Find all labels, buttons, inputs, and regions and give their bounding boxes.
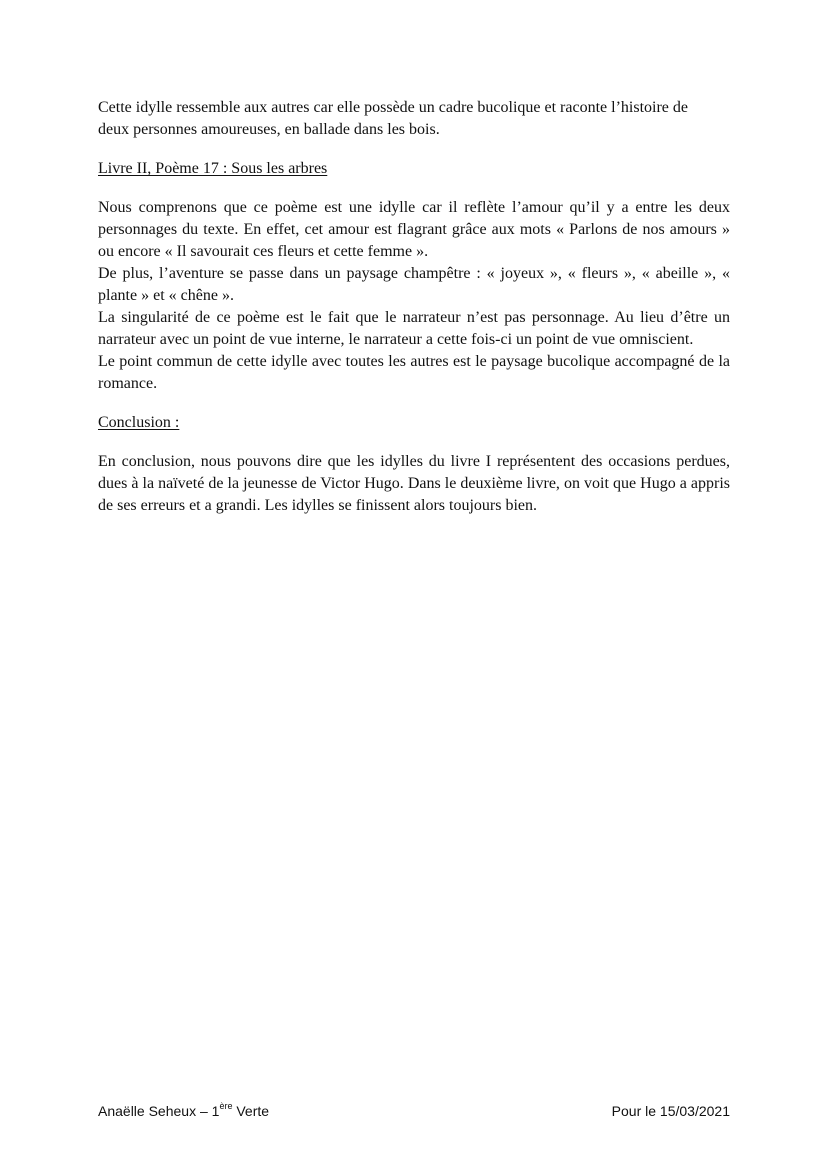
intro-line-2: deux personnes amoureuses, en ballade dans les bois. — [98, 121, 440, 138]
section-heading-livre2: Livre II, Poème 17 : Sous les arbres — [98, 160, 328, 177]
spacer — [98, 434, 730, 451]
spacer — [98, 180, 730, 197]
intro-line-1: Cette idylle ressemble aux autres car elle possède un cadre bucolique et raconte l’histoire de — [98, 99, 688, 116]
footer-class-name: Verte — [232, 1103, 270, 1119]
livre2-paragraph-1: Nous comprenons que ce poème est une idylle car il reflète l’amour qu’il y a entre les deux personnages du texte. En effet, cet amour est flagrant grâce aux mots « Parlons de nos amours » ou encore « Il savourait ces fleurs et cette femme ». — [98, 199, 730, 260]
livre2-paragraph-3: La singularité de ce poème est le fait que le narrateur n’est pas personnage. Au lieu d’être un narrateur avec un point de vue interne, le narrateur a cette fois-ci un point de vue omniscient. — [98, 309, 730, 348]
intro-paragraph — [98, 97, 730, 141]
conclusion-paragraph: En conclusion, nous pouvons dire que les idylles du livre I représentent des occasions perdues, dues à la naïveté de la jeunesse de Victor Hugo. Dans le deuxième livre, on voit que Hugo a appris de ses erreurs et a grandi. Les idylles se finissent alors toujours bien. — [98, 453, 730, 514]
livre2-paragraph-4: Le point commun de cette idylle avec toutes les autres est le paysage bucolique accompagné de la romance. — [98, 353, 730, 392]
footer-author — [98, 1103, 269, 1119]
page-footer — [98, 1103, 730, 1123]
spacer — [98, 141, 730, 158]
livre2-paragraph-2: De plus, l’aventure se passe dans un paysage champêtre : « joyeux », « fleurs », « abeille », « plante » et « chêne ». — [98, 265, 730, 304]
footer-author-name: Anaëlle Seheux – 1 — [98, 1103, 220, 1119]
section-heading-conclusion: Conclusion : — [98, 414, 180, 431]
footer-author-sup: ère — [219, 1101, 233, 1112]
document-body — [98, 97, 730, 517]
footer-due-date: Pour le 15/03/2021 — [611, 1103, 730, 1119]
spacer — [98, 395, 730, 412]
